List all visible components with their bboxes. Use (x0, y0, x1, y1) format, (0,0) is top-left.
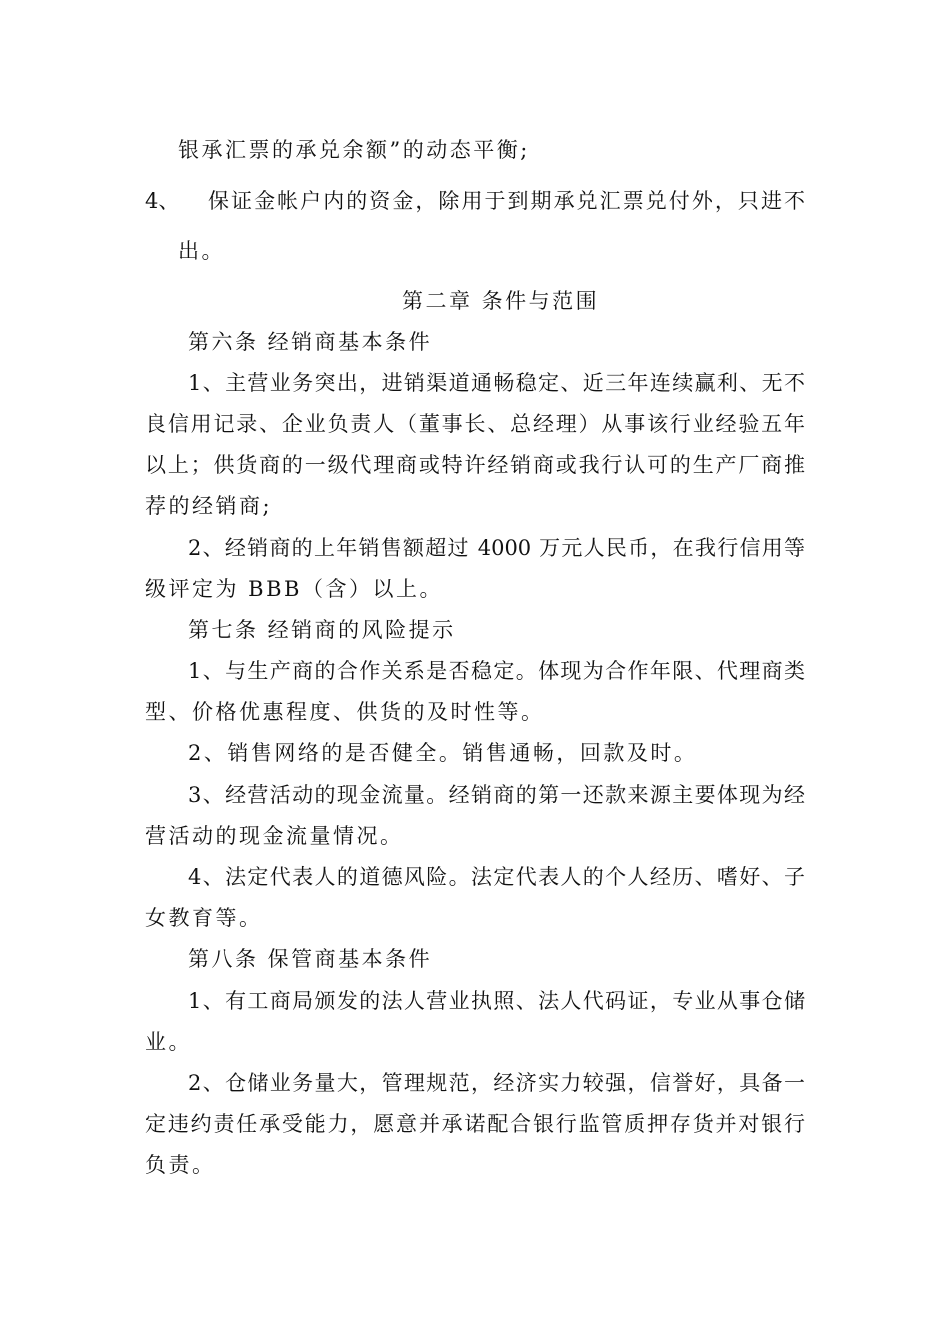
text-line: 型、价格优惠程度、供货的及时性等。 (145, 700, 545, 724)
text-line: 级评定为 BBB（含）以上。 (145, 577, 443, 601)
text-line (208, 188, 805, 214)
text-line: 2、销售网络的是否健全。销售通畅，回款及时。 (188, 741, 698, 765)
text-line (188, 988, 805, 1014)
text-line (188, 782, 805, 808)
text-line (188, 864, 805, 890)
text-line-content: 1、主营业务突出，进销渠道通畅稳定、近三年连续赢利、无不 (188, 371, 805, 395)
chapter-heading: 第二章 条件与范围 (402, 289, 600, 313)
text-line-content: 以上；供货商的一级代理商或特许经销商或我行认可的生产厂商推 (145, 453, 805, 477)
text-line-content: 定违约责任承受能力，愿意并承诺配合银行监管质押存货并对银行 (145, 1112, 805, 1136)
article-heading: 第八条 保管商基本条件 (188, 947, 433, 971)
text-line (188, 370, 805, 396)
text-line (145, 1111, 805, 1137)
text-line (188, 658, 805, 684)
text-line-content: 1、与生产商的合作关系是否稳定。体现为合作年限、代理商类 (188, 659, 805, 683)
text-line: 银承汇票的承兑余额”的动态平衡; (178, 138, 530, 162)
text-line: 营活动的现金流量情况。 (145, 824, 404, 848)
text-line-content: 2、仓储业务量大，管理规范，经济实力较强，信誉好，具备一 (188, 1071, 805, 1095)
text-line-content: 2、经销商的上年销售额超过 4000 万元人民币，在我行信用等 (188, 536, 805, 560)
text-line-content: 4、法定代表人的道德风险。法定代表人的个人经历、嗜好、子 (188, 865, 805, 889)
text-line-content: 保证金帐户内的资金，除用于到期承兑汇票兑付外，只进不 (208, 189, 805, 213)
text-line: 出。 (178, 239, 225, 263)
text-line: 业。 (145, 1030, 192, 1054)
article-heading: 第七条 经销商的风险提示 (188, 618, 456, 642)
text-line: 荐的经销商; (145, 494, 273, 518)
list-number: 4、 (145, 189, 180, 213)
text-line: 女教育等。 (145, 906, 263, 930)
text-line-content: 1、有工商局颁发的法人营业执照、法人代码证，专业从事仓储 (188, 989, 805, 1013)
text-line (188, 1070, 805, 1096)
text-line-content: 3、经营活动的现金流量。经销商的第一还款来源主要体现为经 (188, 783, 805, 807)
text-line (188, 535, 805, 561)
text-line: 负责。 (145, 1153, 216, 1177)
article-heading: 第六条 经销商基本条件 (188, 330, 433, 354)
text-line (145, 411, 805, 437)
text-line-content: 良信用记录、企业负责人（董事长、总经理）从事该行业经验五年 (145, 412, 805, 436)
text-line (145, 452, 805, 478)
